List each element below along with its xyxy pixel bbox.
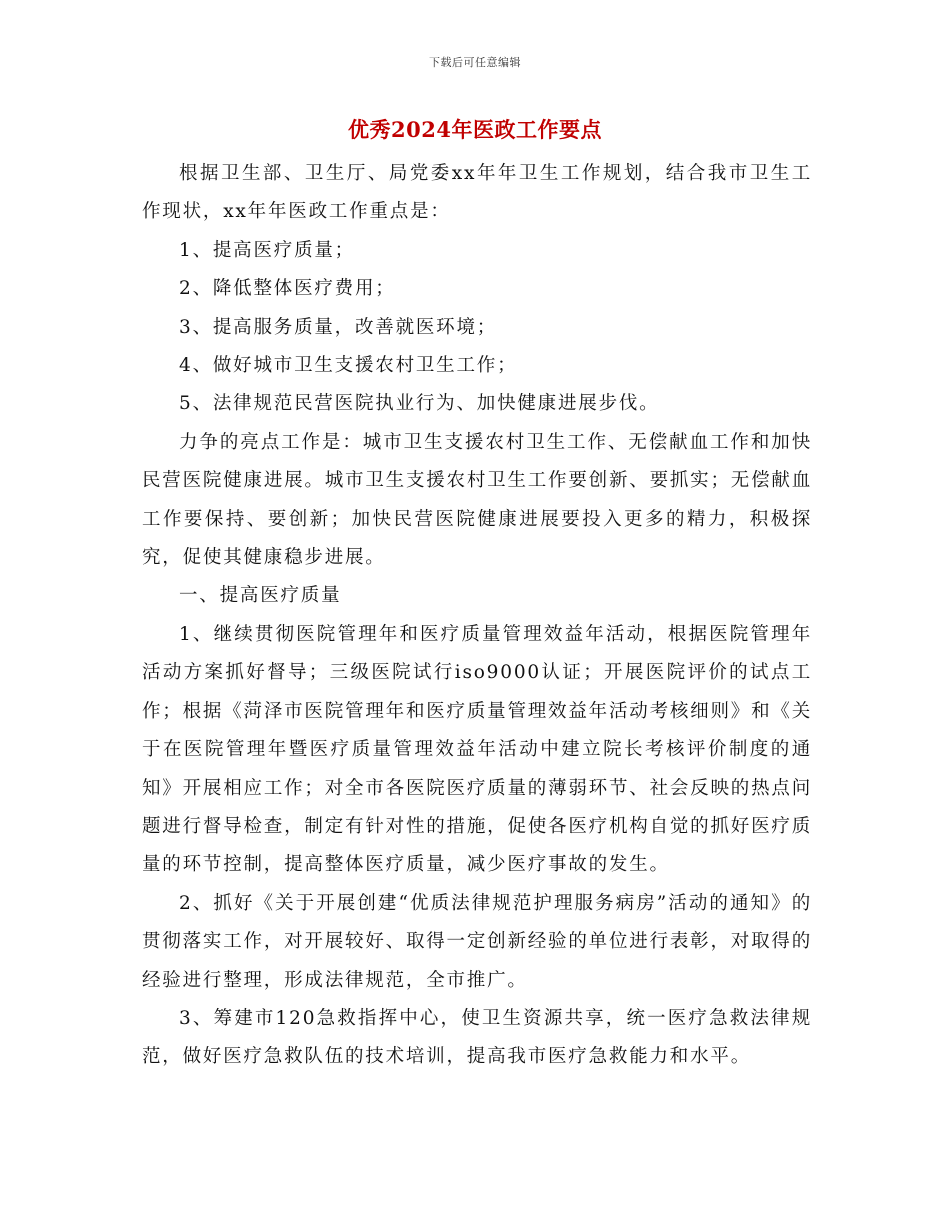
- section-item-2: 2、抓好《关于开展创建“优质法律规范护理服务病房”活动的通知》的贯彻落实工作，对开展较好、取得一定创新经验的单位进行表彰，对取得的经验进行整理，形成法律规范，全市推广。: [142, 892, 812, 991]
- list-item-2: 2、降低整体医疗费用；: [179, 278, 396, 300]
- section-item-1: 1、继续贯彻医院管理年和医疗质量管理效益年活动，根据医院管理年活动方案抓好督导；三级医院试行iso9000认证；开展医院评价的试点工作；根据《菏泽市医院管理年和医疗质量管理效益年活动考核细则》和《关于在医院管理年暨医疗质量管理效益年活动中建立院长考核评价制度的通知》开展相应工作；对全市各医院医疗质量的薄弱环节、社会反映的热点问题进行督导检查，制定有针对性的措施，促使各医疗机构自觉的抓好医疗质量的环节控制，提高整体医疗质量，减少医疗事故的发生。: [142, 623, 812, 876]
- list-item-5: 5、法律规范民营医院执业行为、加快健康进展步伐。: [179, 393, 660, 415]
- list-item-3: 3、提高服务质量，改善就医环境；: [179, 316, 498, 338]
- paragraph-highlights: 力争的亮点工作是：城市卫生支援农村卫生工作、无偿献血工作和加快民营医院健康进展。城市卫生支援农村卫生工作要创新、要抓实；无偿献血工作要保持、要创新；加快民营医院健康进展要投入更多的精力，积极探究，促使其健康稳步进展。: [142, 431, 812, 569]
- section-item-3: 3、筹建市120急救指挥中心，使卫生资源共享，统一医疗急救法律规范，做好医疗急救队伍的技术培训，提高我市医疗急救能力和水平。: [142, 1007, 812, 1068]
- paragraph-intro: 根据卫生部、卫生厅、局党委xx年年卫生工作规划，结合我市卫生工作现状，xx年年医政工作重点是：: [142, 163, 812, 223]
- document-title: 优秀2024年医政工作要点: [348, 117, 602, 142]
- list-item-4: 4、做好城市卫生支援农村卫生工作；: [179, 355, 518, 377]
- document-body: [142, 155, 812, 1077]
- section-heading-1: 一、提高医疗质量: [179, 585, 342, 607]
- list-item-1: 1、提高医疗质量；: [179, 239, 355, 261]
- header-note: 下载后可任意编辑: [429, 56, 521, 69]
